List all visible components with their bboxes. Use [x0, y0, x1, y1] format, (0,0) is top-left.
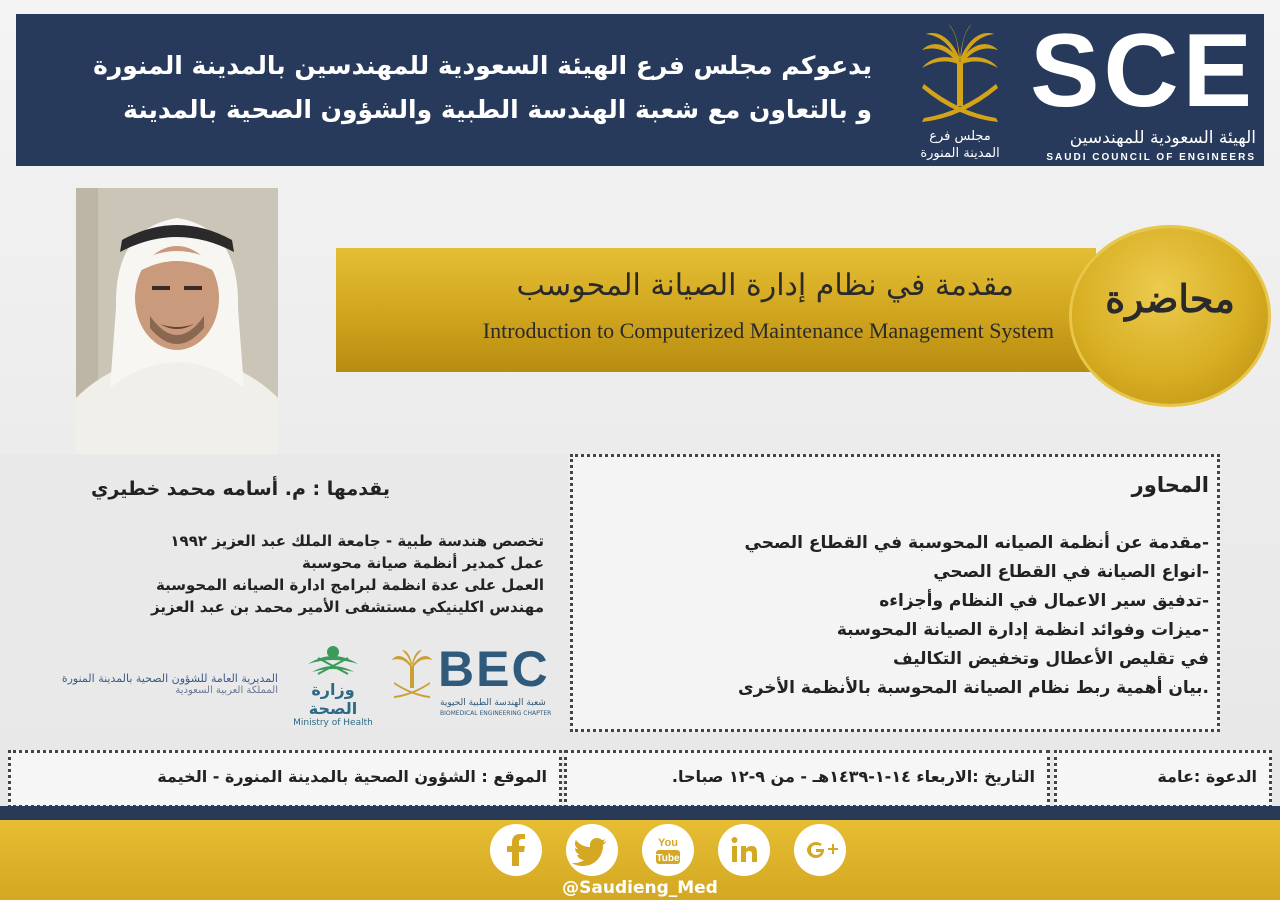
youtube-icon-text-top: You [658, 837, 678, 849]
sce-logo-letters: SCE [1030, 13, 1256, 129]
bio-line: عمل كمدير أنظمة صيانة محوسبة [302, 554, 544, 572]
directorate-country: المملكة العربية السعودية [175, 685, 278, 696]
topic-item: .بيان أهمية ربط نظام الصيانة المحوسبة بالأنظمة الأخرى [738, 678, 1209, 698]
bio-line: العمل على عدة انظمة لبرامج ادارة الصيانه المحوسبة [156, 576, 544, 594]
topic-item: -تدفيق سير الاعمال في النظام وأجزاءه [879, 591, 1209, 611]
branch-name-line-1: مجلس فرع [929, 129, 991, 144]
topic-item: -ميزات وفوائد انظمة إدارة الصيانة المحوسبة [836, 620, 1209, 640]
topics-box [570, 454, 1220, 732]
bio-line: مهندس اكلينيكي مستشفى الأمير محمد بن عبد العزيز [151, 598, 544, 616]
youtube-icon-text-bottom: Tube [656, 853, 680, 864]
bec-arabic-name: شعبة الهندسة الطبية الحيوية [440, 698, 546, 708]
sce-logo [1012, 13, 1260, 166]
presenter-photo [76, 188, 278, 454]
location-box [8, 750, 562, 808]
date-text: التاريخ :الاربعاء ١٤-١-١٤٣٩هـ - من ٩-١٢ صباحا. [671, 767, 1035, 786]
directorate-name: المديرية العامة للشؤون الصحية بالمدينة المنورة [61, 672, 278, 685]
topics-list [589, 529, 1209, 703]
bec-logo-letters: BEC [438, 641, 550, 697]
branch-name-line-2: المدينة المنورة [920, 146, 1000, 161]
branch-logo [908, 22, 1012, 162]
youtube-icon[interactable] [642, 824, 694, 876]
invitation-type-text: الدعوة :عامة [1157, 767, 1257, 786]
footer-social [0, 820, 1280, 900]
invitation-box [1054, 750, 1272, 808]
lecture-badge [1072, 228, 1268, 404]
health-directorate-logo [8, 672, 278, 696]
presenter-portrait-image [76, 188, 278, 454]
lecture-title-banner [336, 248, 1096, 372]
bec-logo [388, 641, 558, 720]
bec-english-name: BIOMEDICAL ENGINEERING CHAPTER [440, 710, 552, 717]
presenter-name: يقدمها : م. أسامه محمد خطيري [90, 478, 390, 500]
ministry-of-health-logo [288, 644, 378, 728]
bio-line: تخصص هندسة طبية - جامعة الملك عبد العزيز ١٩٩٢ [170, 532, 544, 550]
sce-logo-arabic: الهيئة السعودية للمهندسين [1069, 128, 1256, 148]
lecture-title-english: Introduction to Computerized Maintenance Management System [482, 318, 1054, 343]
topics-title: المحاور [1131, 473, 1209, 497]
moh-emblem-icon [288, 644, 378, 676]
twitter-handle[interactable]: @Saudieng_Med [562, 878, 718, 898]
linkedin-icon[interactable] [718, 824, 770, 876]
lecture-badge-label: محاضرة [1105, 276, 1235, 321]
lecture-title-arabic: مقدمة في نظام إدارة الصيانة المحوسب [516, 268, 1014, 303]
partner-logos [8, 641, 564, 728]
header-line-2: و بالتعاون مع شعبة الهندسة الطبية والشؤون الصحية بالمدينة [123, 95, 872, 124]
google-plus-icon[interactable] [794, 824, 846, 876]
topic-item: -انواع الصيانة في القطاع الصحي [933, 562, 1209, 582]
invitation-text [32, 44, 872, 132]
date-box [564, 750, 1050, 808]
bec-palm-emblem-icon [390, 648, 434, 700]
moh-arabic-name: وزارة الصحة [308, 680, 358, 718]
header-banner [16, 14, 1264, 166]
header-line-1: يدعوكم مجلس فرع الهيئة السعودية للمهندسين بالمدينة المنورة [93, 51, 872, 80]
presenter-bio [0, 530, 544, 618]
location-text: الموقع : الشؤون الصحية بالمدينة المنورة - الخيمة [157, 767, 547, 786]
twitter-icon[interactable] [566, 824, 618, 876]
moh-english-name: Ministry of Health [293, 718, 373, 728]
palm-swords-icon [908, 22, 1012, 128]
facebook-icon[interactable] [490, 824, 542, 876]
footer-divider [0, 806, 1280, 820]
topic-item: -مقدمة عن أنظمة الصيانه المحوسبة في القطاع الصحي [744, 533, 1209, 553]
sce-logo-english: SAUDI COUNCIL OF ENGINEERS [1046, 152, 1256, 163]
topic-item: في تقليص الأعطال وتخفيض التكاليف [892, 649, 1209, 669]
